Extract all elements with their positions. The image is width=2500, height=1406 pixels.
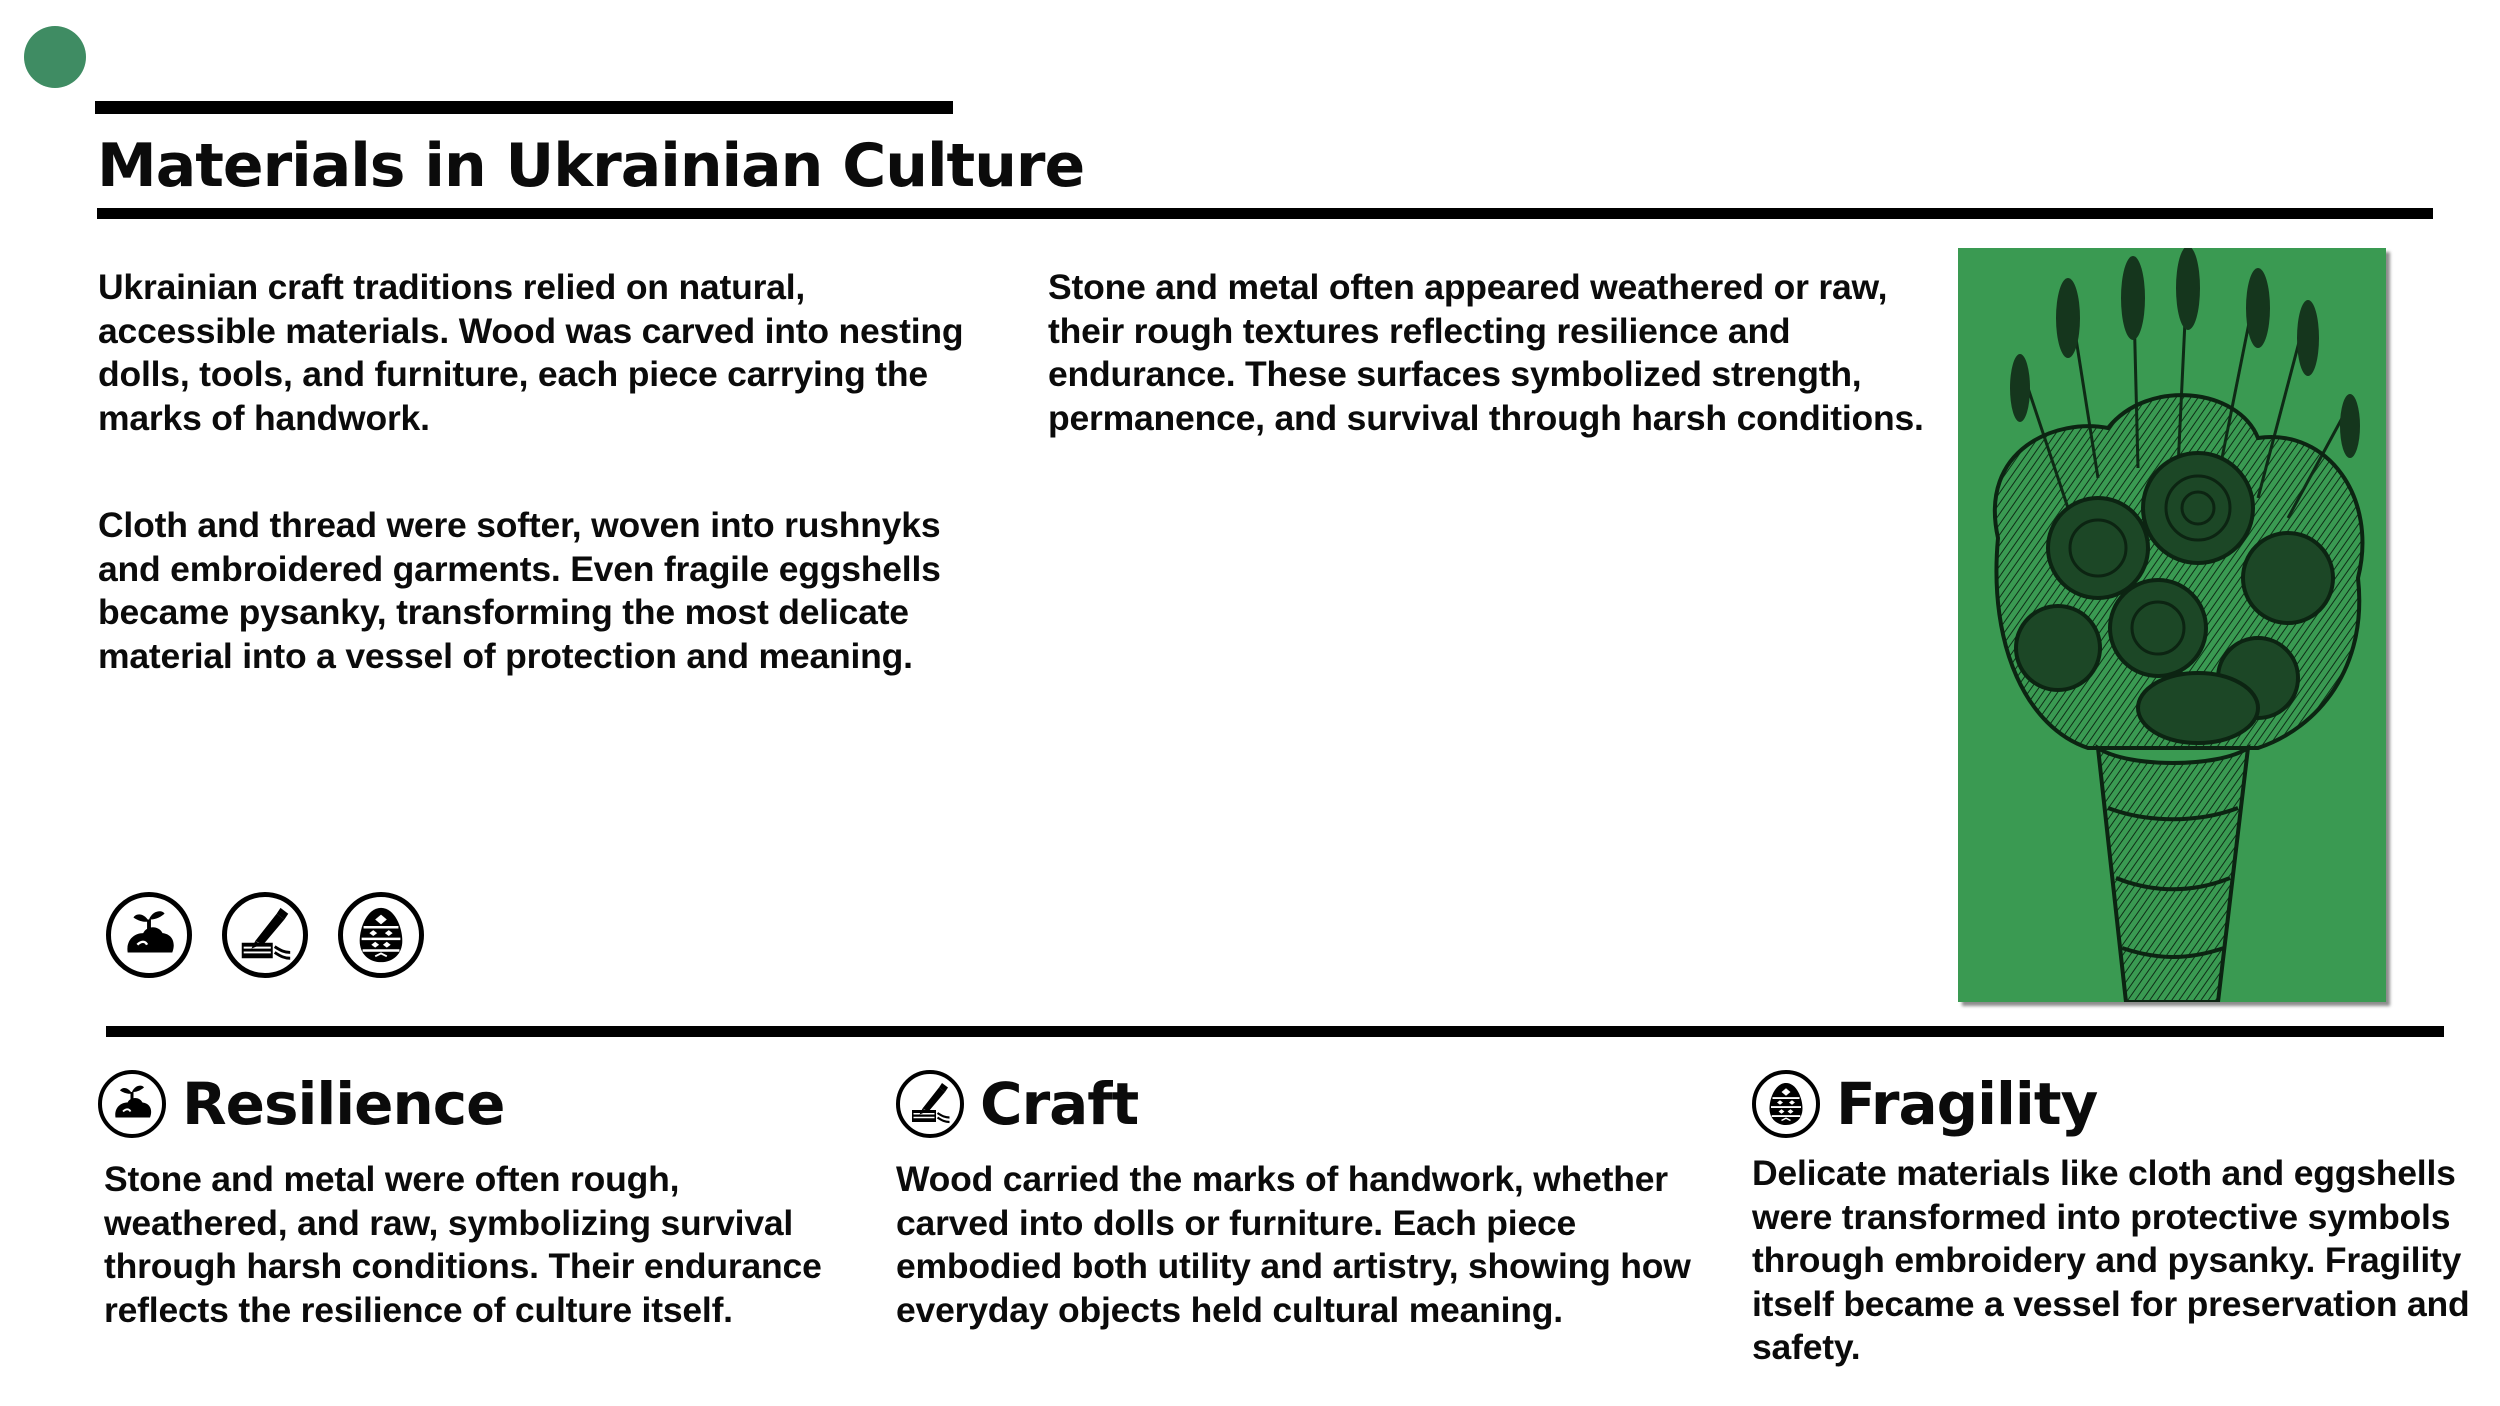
title-underline-rule (97, 208, 2433, 219)
column-body: Delicate materials like cloth and eggshells were transformed into protective symbols through embroidery and pysanky. Fragility itself became a vessel for preservation and safety. (1752, 1153, 2470, 1367)
column-body: Stone and metal were often rough, weathered, and raw, symbolizing survival through harsh conditions. Their endurance reflects the resilience of culture itself. (104, 1159, 822, 1330)
column-heading: Fragility (1836, 1070, 2098, 1138)
pysanka-egg-icon (1752, 1070, 1820, 1138)
page-title: Materials in Ukrainian Culture (97, 131, 1085, 201)
intro-paragraph-wood: Ukrainian craft traditions relied on natural, accessible materials. Wood was carved into nesting dolls, tools, and furniture, each piece carrying the marks of handwork. (98, 267, 964, 438)
craft-carving-icon (896, 1070, 964, 1138)
rock-sprout-icon (98, 1070, 166, 1138)
pysanka-egg-icon (338, 892, 424, 978)
column-heading: Resilience (182, 1070, 505, 1138)
intro-paragraph-cloth: Cloth and thread were softer, woven into rushnyks and embroidered garments. Even fragile eggshells became pysanky, transforming the most delicate material into a vessel of protection and meaning. (98, 505, 941, 676)
accent-dot (24, 26, 86, 88)
column-resilience (98, 1064, 858, 1332)
column-heading: Craft (980, 1070, 1139, 1138)
harvest-sheaf-illustration (1958, 248, 2386, 1002)
top-accent-rule (95, 101, 953, 114)
material-icon-row (106, 892, 424, 978)
column-fragility (1752, 1064, 2472, 1370)
intro-paragraph-stone: Stone and metal often appeared weathered or raw, their rough textures reflecting resilience and endurance. These surfaces symbolized strength, permanence, and survival through harsh conditions. (1048, 267, 1924, 438)
column-craft (896, 1064, 1716, 1332)
section-divider-rule (106, 1026, 2444, 1037)
column-body: Wood carried the marks of handwork, whether carved into dolls or furniture. Each piece embodied both utility and artistry, showing how everyday objects held cultural meaning. (896, 1159, 1691, 1330)
craft-carving-icon (222, 892, 308, 978)
rock-sprout-icon (106, 892, 192, 978)
